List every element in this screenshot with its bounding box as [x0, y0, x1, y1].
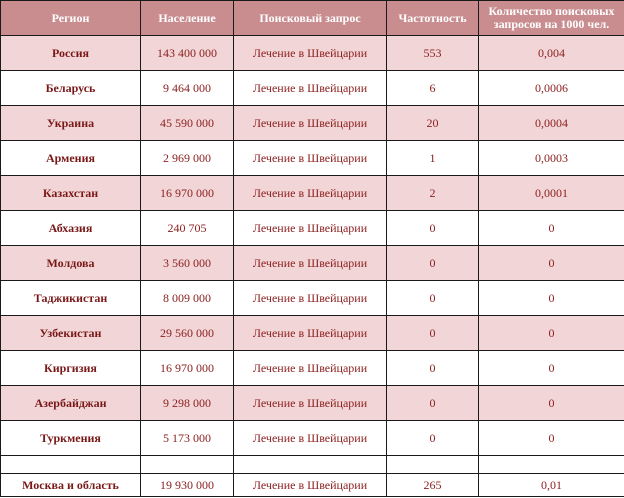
- cell-per1000: 0,01: [479, 474, 624, 497]
- header-region: Регион: [1, 1, 141, 36]
- cell-query: Лечение в Швейцарии: [234, 176, 387, 211]
- table-row: [1, 141, 624, 176]
- cell-query: Лечение в Швейцарии: [234, 281, 387, 316]
- empty-cell: [479, 456, 624, 474]
- cell-per1000: 0: [479, 421, 624, 456]
- cell-region: Москва и область: [1, 474, 141, 497]
- cell-region: Россия: [1, 36, 141, 71]
- cell-query: Лечение в Швейцарии: [234, 141, 387, 176]
- cell-population: 16 970 000: [141, 176, 234, 211]
- table-row: [1, 106, 624, 141]
- cell-frequency: 20: [387, 106, 479, 141]
- cell-frequency: 553: [387, 36, 479, 71]
- table-row: [1, 71, 624, 106]
- cell-region: Казахстан: [1, 176, 141, 211]
- cell-frequency: 0: [387, 316, 479, 351]
- cell-query: Лечение в Швейцарии: [234, 106, 387, 141]
- cell-region: Таджикистан: [1, 281, 141, 316]
- cell-query: Лечение в Швейцарии: [234, 316, 387, 351]
- cell-query: Лечение в Швейцарии: [234, 211, 387, 246]
- spacer-row: [1, 456, 624, 474]
- cell-per1000: 0: [479, 211, 624, 246]
- empty-cell: [234, 456, 387, 474]
- cell-frequency: 265: [387, 474, 479, 497]
- header-query: Поисковый запрос: [234, 1, 387, 36]
- header-population: Население: [141, 1, 234, 36]
- table-row: [1, 246, 624, 281]
- cell-population: 19 930 000: [141, 474, 234, 497]
- cell-region: Киргизия: [1, 351, 141, 386]
- cell-query: Лечение в Швейцарии: [234, 386, 387, 421]
- cell-population: 8 009 000: [141, 281, 234, 316]
- cell-region: Абхазия: [1, 211, 141, 246]
- cell-region: Азербайджан: [1, 386, 141, 421]
- table-row: [1, 421, 624, 456]
- empty-cell: [387, 456, 479, 474]
- cell-frequency: 0: [387, 211, 479, 246]
- table-row: [1, 316, 624, 351]
- cell-frequency: 6: [387, 71, 479, 106]
- cell-per1000: 0,0003: [479, 141, 624, 176]
- header-per1000: Количество поисковых запросов на 1000 чел.: [479, 1, 624, 36]
- cell-query: Лечение в Швейцарии: [234, 351, 387, 386]
- cell-frequency: 0: [387, 351, 479, 386]
- cell-region: Туркмения: [1, 421, 141, 456]
- cell-per1000: 0: [479, 246, 624, 281]
- cell-per1000: 0: [479, 316, 624, 351]
- cell-per1000: 0: [479, 351, 624, 386]
- cell-region: Армения: [1, 141, 141, 176]
- cell-per1000: 0,0004: [479, 106, 624, 141]
- cell-frequency: 0: [387, 281, 479, 316]
- cell-population: 16 970 000: [141, 351, 234, 386]
- table-row: [1, 36, 624, 71]
- cell-query: Лечение в Швейцарии: [234, 474, 387, 497]
- cell-frequency: 2: [387, 176, 479, 211]
- cell-region: Беларусь: [1, 71, 141, 106]
- cell-frequency: 0: [387, 386, 479, 421]
- cell-query: Лечение в Швейцарии: [234, 71, 387, 106]
- table-row: [1, 281, 624, 316]
- cell-population: 5 173 000: [141, 421, 234, 456]
- empty-cell: [141, 456, 234, 474]
- cell-frequency: 1: [387, 141, 479, 176]
- table-row: [1, 211, 624, 246]
- empty-cell: [1, 456, 141, 474]
- table-row: [1, 351, 624, 386]
- cell-per1000: 0: [479, 281, 624, 316]
- cell-frequency: 0: [387, 246, 479, 281]
- cell-per1000: 0,004: [479, 36, 624, 71]
- cell-region: Украина: [1, 106, 141, 141]
- cell-population: 9 298 000: [141, 386, 234, 421]
- cell-per1000: 0,0001: [479, 176, 624, 211]
- cell-population: 240 705: [141, 211, 234, 246]
- cell-population: 143 400 000: [141, 36, 234, 71]
- cell-per1000: 0: [479, 386, 624, 421]
- cell-region: Молдова: [1, 246, 141, 281]
- table-row: [1, 176, 624, 211]
- cell-region: Узбекистан: [1, 316, 141, 351]
- cell-population: 2 969 000: [141, 141, 234, 176]
- cell-frequency: 0: [387, 421, 479, 456]
- cell-query: Лечение в Швейцарии: [234, 36, 387, 71]
- cell-population: 3 560 000: [141, 246, 234, 281]
- header-row: [1, 1, 624, 36]
- cell-per1000: 0,0006: [479, 71, 624, 106]
- cell-query: Лечение в Швейцарии: [234, 246, 387, 281]
- cell-population: 9 464 000: [141, 71, 234, 106]
- header-frequency: Частотность: [387, 1, 479, 36]
- total-row: [1, 474, 624, 497]
- cell-query: Лечение в Швейцарии: [234, 421, 387, 456]
- table-row: [1, 386, 624, 421]
- cell-population: 29 560 000: [141, 316, 234, 351]
- cell-population: 45 590 000: [141, 106, 234, 141]
